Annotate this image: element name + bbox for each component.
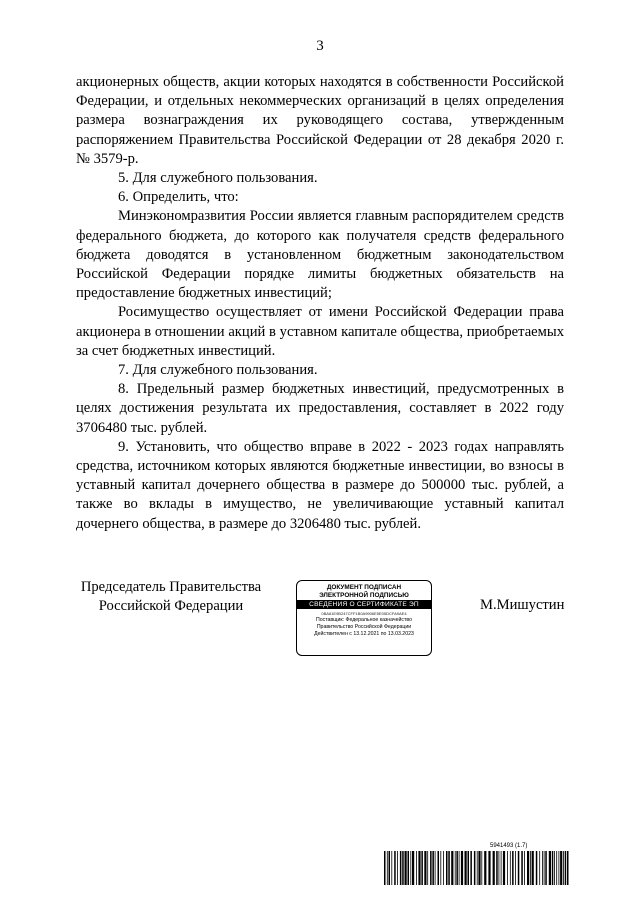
electronic-signature-stamp [296, 580, 432, 656]
stamp-line2: ЭЛЕКТРОННОЙ ПОДПИСЬЮ [319, 591, 409, 599]
stamp-owner: Правительство Российской Федерации [316, 624, 412, 631]
paragraph: 8. Предельный размер бюджетных инвестиций, предусмотренных в целях достижения результата их предоставления, составляет в 2022 году 3706480 тыс. рублей. [76, 381, 564, 436]
barcode [384, 851, 570, 885]
paragraph: Росимущество осуществляет от имени Российской Федерации права акционера в отношении акций в уставном капитале общества, приобретаемых за счет бюджетных инвестиций. [76, 304, 564, 359]
document-body [76, 73, 564, 534]
signatory-title-line1: Председатель Правительства [80, 579, 262, 595]
stamp-line1: ДОКУМЕНТ ПОДПИСАН [326, 584, 402, 591]
paragraph: 7. Для служебного пользования. [118, 362, 318, 379]
stamp-header: СВЕДЕНИЯ О СЕРТИФИКАТЕ ЭП [297, 600, 431, 609]
stamp-issuer: Поставщик: Федеральное казначейство [316, 617, 412, 624]
stamp-serial: 0BA61E9B247CFF1B0A9906E5E05DCFA9AE4 [321, 611, 407, 617]
stamp-validity: Действителен с 13.12.2021 по 13.03.2023 [314, 631, 414, 638]
barcode-label: 5941493 (1.7) [490, 843, 528, 849]
paragraph: 5. Для служебного пользования. [118, 170, 318, 187]
signatory-title [76, 578, 266, 616]
page-number: 3 [316, 38, 324, 54]
paragraph: 6. Определить, что: [118, 189, 239, 206]
paragraph: акционерных обществ, акции которых находятся в собственности Российской Федерации, и отдельных некоммерческих организаций в целях определения размера вознаграждения их руководящего состава, утвержденным распоряжением Правительства Российской Федерации от 28 декабря 2020 г. № 3579-р. [76, 74, 564, 167]
signatory-name: М.Мишустин [480, 597, 565, 613]
paragraph: Минэкономразвития России является главным распорядителем средств федерального бюджета, до которого как получателя средств федерального бюджета доводятся в установленном бюджетным законодательством Российской Федерации порядке лимиты бюджетных обязательств на предоставление бюджетных инвестиций; [76, 208, 564, 302]
paragraph: 9. Установить, что общество вправе в 2022 - 2023 годах направлять средства, источником которых являются бюджетные инвестиции, во взносы в уставный капитал дочернего общества в размере до 500000 тыс. рублей, а также во вклады в имущество, не увеличивающие уставный капитал дочернего общества, в размере до 3206480 тыс. рублей. [76, 438, 564, 532]
signatory-title-line2: Российской Федерации [98, 598, 244, 614]
